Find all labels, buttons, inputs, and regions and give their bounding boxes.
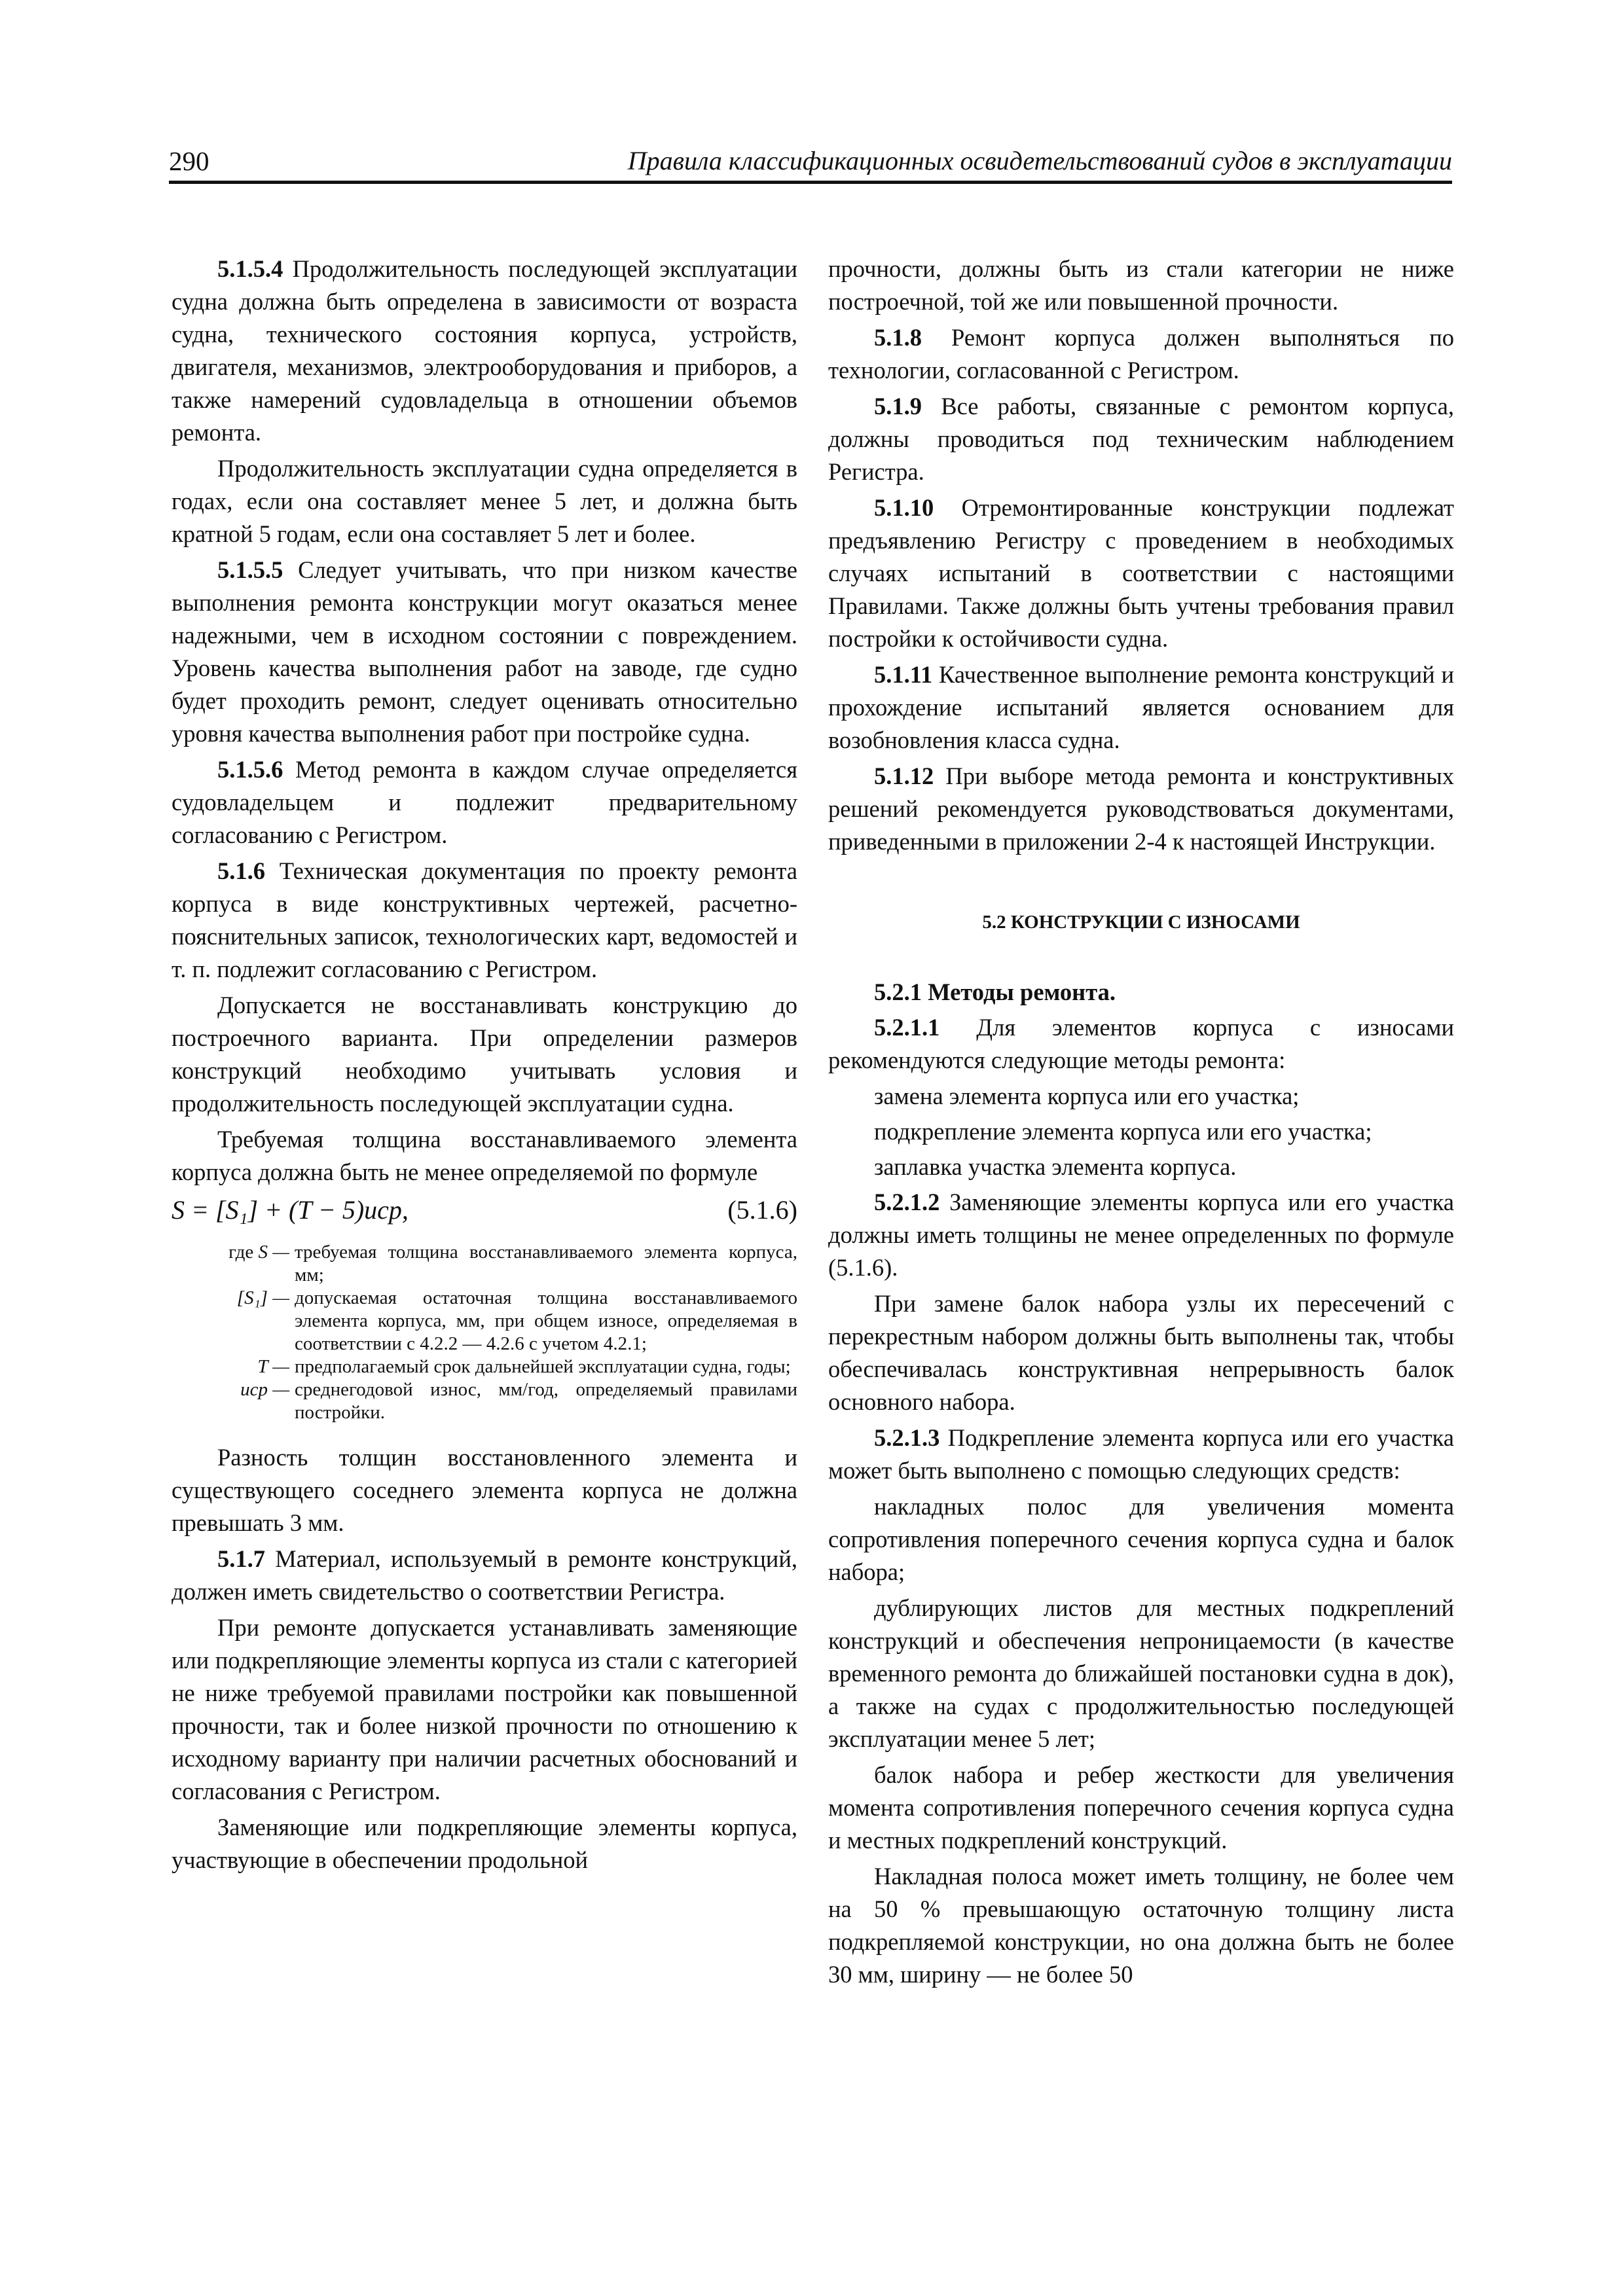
legend-where: где xyxy=(228,1242,254,1263)
legend-symbol: uср — xyxy=(240,1379,289,1400)
paragraph: При замене балок набора узлы их пересечений с перекрестным набором должны быть выполнены так, чтобы обеспечивалась конструктивная непрерывность балок основного набора. xyxy=(828,1290,1454,1415)
paragraph-5-1-8: 5.1.8 Ремонт корпуса должен выполняться по технологии, согласованной с Регистром. xyxy=(828,324,1454,384)
paragraph: прочности, должны быть из стали категории не ниже построечной, той же или повышенной прочности. xyxy=(828,255,1454,315)
paragraph-5-1-5-5: 5.1.5.5 Следует учитывать, что при низком качестве выполнения ремонта конструкции могут оказаться менее надежными, чем в исходном состоянии с повреждением. Уровень качества выполнения работ на заводе, где судно будет проходить ремонт, следует оценивать относительно уровня качества выполнения работ при постройке судна. xyxy=(172,556,797,747)
clause-number: 5.1.11 xyxy=(874,661,933,688)
page-header xyxy=(169,145,1452,184)
clause-number: 5.2.1 xyxy=(874,978,922,1005)
paragraph-5-1-11: 5.1.11 Качественное выполнение ремонта конструкций и прохождение испытаний является основанием для возобновления класса судна. xyxy=(828,661,1454,753)
legend-row xyxy=(172,1287,797,1355)
paragraph: Заменяющие или подкрепляющие элементы корпуса, участвующие в обеспечении продольной xyxy=(172,1814,797,1873)
list-item: заплавка участка элемента корпуса. xyxy=(874,1153,1237,1180)
paragraph-5-1-12: 5.1.12 При выборе метода ремонта и конструктивных решений рекомендуется руководствоваться документами, приведенными в приложении 2-4 к настоящей Инструкции. xyxy=(828,762,1454,855)
paragraph-5-1-9: 5.1.9 Все работы, связанные с ремонтом корпуса, должны проводиться под техническим наблюдением Регистра. xyxy=(828,393,1454,485)
paragraph-5-2-1-2: 5.2.1.2 Заменяющие элементы корпуса или его участка должны иметь толщины не менее определенных по формуле (5.1.6). xyxy=(828,1189,1454,1281)
running-title: Правила классификационных освидетельствований судов в эксплуатации xyxy=(627,146,1452,175)
formula-5-1-6 xyxy=(172,1194,797,1232)
paragraph-5-1-5-4: 5.1.5.4 Продолжительность последующей эксплуатации судна должна быть определена в зависимости от возраста судна, технического состояния корпуса, устройств, двигателя, механизмов, электрооборудования и приборов, а также намерений судовладельца в отношении объемов ремонта. xyxy=(172,255,797,446)
list-item: накладных полос для увеличения момента сопротивления поперечного сечения корпуса судна и балок набора; xyxy=(828,1493,1454,1585)
page-number: 290 xyxy=(169,146,210,176)
formula-expression: S = [S₁] + (T − 5)uср, xyxy=(172,1195,409,1225)
paragraph-5-1-5-6: 5.1.5.6 Метод ремонта в каждом случае определяется судовладельцем и подлежит предварительному согласованию с Регистром. xyxy=(172,756,797,848)
right-column xyxy=(828,253,1454,1994)
paragraph-5-1-7: 5.1.7 Материал, используемый в ремонте конструкций, должен иметь свидетельство о соответствии Регистра. xyxy=(172,1545,797,1605)
clause-number: 5.1.7 xyxy=(217,1545,265,1572)
legend-symbol: [S₁] — xyxy=(236,1287,289,1308)
clause-number: 5.1.12 xyxy=(874,762,934,789)
list-item: балок набора и ребер жесткости для увеличения момента сопротивления поперечного сечения корпуса судна и местных подкреплений конструкций. xyxy=(828,1761,1454,1854)
paragraph-5-1-10: 5.1.10 Отремонтированные конструкции подлежат предъявлению Регистру с проведением в необходимых случаях испытаний в соответствии с настоящими Правилами. Также должны быть учтены требования правил постройки к остойчивости судна. xyxy=(828,494,1454,652)
paragraph: При ремонте допускается устанавливать заменяющие или подкрепляющие элементы корпуса из стали с категорией не ниже требуемой правилами постройки как повышенной прочности, так и более низкой прочности по отношению к исходному варианту при наличии расчетных обоснований и согласования с Регистром. xyxy=(172,1614,797,1804)
clause-number: 5.1.8 xyxy=(874,324,922,351)
list-item: дублирующих листов для местных подкреплений конструкций и обеспечения непроницаемости (в качестве временного ремонта до ближайшей постановки судна в док), а также на судах с продолжительностью последующей эксплуатации менее 5 лет; xyxy=(828,1594,1454,1752)
paragraph: Допускается не восстанавливать конструкцию до построечного варианта. При определении размеров конструкций необходимо учитывать условия и продолжительность последующей эксплуатации судна. xyxy=(172,992,797,1117)
clause-number: 5.2.1.1 xyxy=(874,1014,940,1041)
list-item: подкрепление элемента корпуса или его участка; xyxy=(874,1118,1372,1145)
paragraph-5-2-1-3: 5.2.1.3 Подкрепление элемента корпуса или его участка может быть выполнено с помощью следующих средств: xyxy=(828,1424,1454,1484)
list-item: замена элемента корпуса или его участка; xyxy=(874,1083,1300,1109)
clause-number: 5.1.5.5 xyxy=(217,556,283,583)
legend-symbol: S — xyxy=(258,1242,289,1263)
clause-number: 5.1.9 xyxy=(874,393,922,420)
clause-number: 5.1.5.4 xyxy=(217,255,283,282)
section-heading-5-2: 5.2 КОНСТРУКЦИИ С ИЗНОСАМИ xyxy=(982,912,1300,933)
paragraph: Разность толщин восстановленного элемента и существующего соседнего элемента корпуса не должна превышать 3 мм. xyxy=(172,1444,797,1536)
clause-number: 5.2.1.2 xyxy=(874,1189,940,1215)
formula-legend xyxy=(172,1241,797,1424)
subsection-heading-5-2-1: 5.2.1 Методы ремонта. xyxy=(874,978,1116,1005)
paragraph-5-1-6: 5.1.6 Техническая документация по проекту ремонта корпуса в виде конструктивных чертежей, расчетно-пояснительных записок, технологических карт, ведомостей и т. п. подлежит согласованию с Регистром. xyxy=(172,857,797,982)
legend-row xyxy=(172,1378,797,1424)
paragraph: Накладная полоса может иметь толщину, не более чем на 50 % превышающую остаточную толщину листа подкрепляемой конструкции, но она должна быть не более 30 мм, ширину — не более 50 xyxy=(828,1863,1454,1988)
clause-number: 5.1.6 xyxy=(217,857,265,884)
clause-number: 5.2.1.3 xyxy=(874,1424,940,1451)
legend-text: предполагаемый срок дальнейшей эксплуатации судна, годы; xyxy=(295,1356,791,1377)
legend-row xyxy=(172,1355,797,1378)
legend-text: требуемая толщина восстанавливаемого элемента корпуса, мм; xyxy=(295,1242,797,1285)
formula-number: (5.1.6) xyxy=(727,1195,797,1225)
paragraph-5-2-1-1: 5.2.1.1 Для элементов корпуса с износами рекомендуются следующие методы ремонта: xyxy=(828,1014,1454,1073)
legend-symbol: T — xyxy=(257,1356,289,1377)
clause-number: 5.1.10 xyxy=(874,494,934,521)
legend-row xyxy=(172,1241,797,1287)
paragraph: Требуемая толщина восстанавливаемого элемента корпуса должна быть не менее определяемой по формуле xyxy=(172,1126,797,1185)
legend-text: допускаемая остаточная толщина восстанавливаемого элемента корпуса, мм, при общем износе, определяемая в соответствии с 4.2.2 — 4.2.6 с учетом 4.2.1; xyxy=(295,1287,797,1354)
left-column xyxy=(172,253,797,1880)
legend-text: среднегодовой износ, мм/год, определяемый правилами постройки. xyxy=(295,1379,797,1423)
paragraph: Продолжительность эксплуатации судна определяется в годах, если она составляет менее 5 лет, и должна быть кратной 5 годам, если она составляет 5 лет и более. xyxy=(172,455,797,547)
clause-number: 5.1.5.6 xyxy=(217,756,283,783)
